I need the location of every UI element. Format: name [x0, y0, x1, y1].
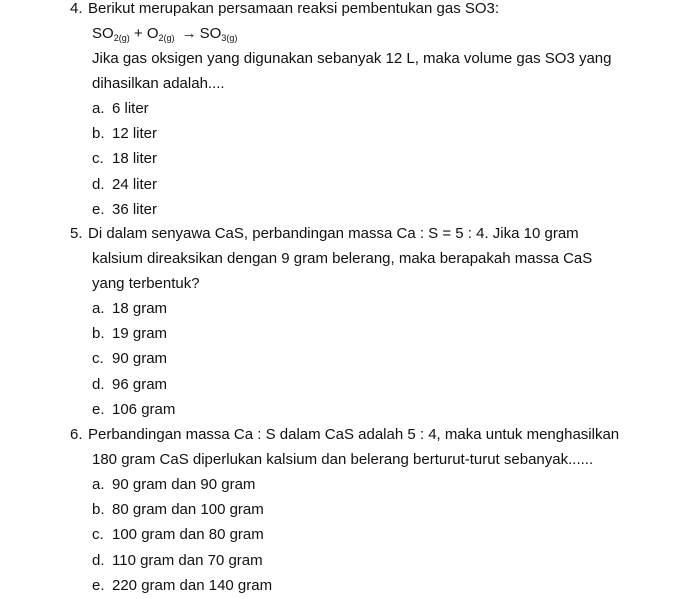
question-text: Berikut merupakan persamaan reaksi pembentukan gas SO3: [88, 0, 500, 17]
plus-sign: + [133, 25, 143, 42]
option-d: d. 96 gram [92, 375, 168, 393]
option-e: e. 36 liter [92, 200, 158, 218]
reactant-so2: SO [92, 25, 114, 42]
option-b: b. 12 liter [92, 125, 158, 143]
question-text-line [70, 422, 670, 447]
question-text-line: yang terbentuk? [92, 275, 200, 292]
option-e: e. 106 gram [92, 400, 176, 418]
question-text-line [70, 0, 670, 21]
option-a: a. 6 liter [92, 100, 149, 117]
option-b: b. 80 gram dan 100 gram [92, 501, 264, 519]
question-number: 5. [70, 225, 83, 242]
question-text-line: kalsium direaksikan dengan 9 gram belerang, maka berapakah massa CaS [92, 250, 593, 267]
question-text-line: Jika gas oksigen yang digunakan sebanyak 12 L, maka volume gas SO3 yang [92, 50, 612, 67]
reactant-o2: O [146, 25, 159, 42]
question-number: 6. [70, 426, 83, 443]
question-6 [70, 422, 670, 598]
arrow-right-icon: → [181, 25, 197, 42]
option-c: c. 18 liter [92, 150, 158, 168]
option-c: c. 90 gram [92, 350, 168, 368]
question-text: Perbandingan massa Ca : S dalam CaS adalah 5 : 4, maka untuk menghasilkan [88, 426, 620, 443]
option-e: e. 220 gram dan 140 gram [92, 576, 273, 594]
question-text-line: 180 gram CaS diperlukan kalsium dan belerang berturut-turut sebanyak...... [92, 451, 594, 468]
chemical-equation: $SO_{2(g)} + O_{2(g)} \to SO_{3(g)}$ [92, 25, 238, 43]
option-a: a. 90 gram dan 90 gram [92, 476, 256, 493]
product-so3: SO [199, 25, 222, 42]
question-text: Di dalam senyawa CaS, perbandingan massa Ca : S = 5 : 4. Jika 10 gram [88, 225, 579, 242]
question-number: 4. [70, 0, 83, 17]
option-b: b. 19 gram [92, 325, 168, 343]
option-d: d. 24 liter [92, 175, 158, 193]
question-text-line [70, 221, 670, 246]
option-a: a. 18 gram [92, 300, 168, 317]
option-c: c. 100 gram dan 80 gram [92, 526, 264, 544]
question-4 [70, 0, 670, 222]
option-d: d. 110 gram dan 70 gram [92, 551, 263, 569]
question-5 [70, 221, 670, 422]
question-text-line: dihasilkan adalah.... [92, 75, 225, 92]
